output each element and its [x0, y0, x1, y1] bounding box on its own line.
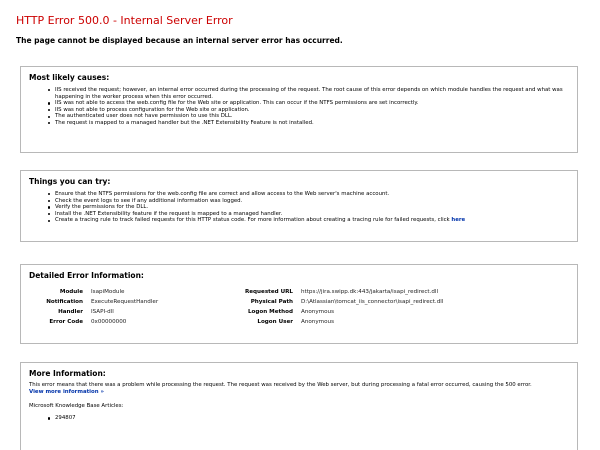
detail-value: D:\Atlassian\tomcat_iis_connector\isapi_redirect.dll [301, 299, 444, 305]
page-subtitle: The page cannot be displayed because an internal server error has occurred. [16, 36, 343, 45]
try-item: Check the event logs to see if any additional information was logged. [55, 198, 569, 205]
details-box [20, 264, 578, 344]
detail-value: IsapiModule [91, 289, 125, 295]
kb-articles-title: Microsoft Knowledge Base Articles: [29, 403, 124, 410]
cause-item: IIS was not able to process configuration for the Web site or application. [55, 107, 569, 114]
try-item-tracing [55, 217, 569, 224]
cause-item: IIS was not able to access the web.config file for the Web site or application. This can occur if the NTFS permissions are set incorrectly. [55, 100, 569, 107]
page-title: HTTP Error 500.0 - Internal Server Error [16, 14, 233, 27]
tracing-text: Create a tracing rule to track failed requests for this HTTP status code. For more information about creating a tracing rule for failed requests, click [55, 217, 452, 224]
detail-row-error-code [29, 317, 158, 327]
detail-row-logon-method [213, 307, 443, 317]
details-right-table [213, 287, 443, 327]
detail-key: Module [59, 289, 83, 295]
detail-row-module [29, 287, 158, 297]
detail-row-physical-path [213, 297, 443, 307]
detail-row-handler [29, 307, 158, 317]
try-item: Verify the permissions for the DLL. [55, 204, 569, 211]
detail-value: ISAPI-dll [91, 309, 114, 315]
try-item: Ensure that the NTFS permissions for the web.config file are correct and allow access to the Web server's machine account. [55, 191, 569, 198]
detail-key: Logon User [257, 319, 293, 325]
try-list [21, 191, 577, 224]
detail-key: Error Code [49, 319, 83, 325]
detail-value: Anonymous [301, 309, 334, 315]
detail-value: Anonymous [301, 319, 334, 325]
cause-item: The authenticated user does not have permission to use this DLL. [55, 113, 569, 120]
more-info-heading: More Information: [29, 369, 106, 378]
detail-key: Notification [46, 299, 83, 305]
details-left-table [29, 287, 158, 327]
detail-key: Logon Method [247, 309, 293, 315]
view-more-information-link[interactable]: View more information » [29, 388, 104, 395]
detail-value: 0x00000000 [91, 319, 127, 325]
detail-row-requested-url [213, 287, 443, 297]
more-info-description: This error means that there was a problem while processing the request. The request was received by the Web server, but during processing a fatal error occurred, causing the 500 error. [29, 382, 532, 388]
kb-article-item: 294807 [55, 415, 569, 422]
detail-key: Requested URL [244, 289, 293, 295]
detail-row-notification [29, 297, 158, 307]
detail-key: Handler [58, 309, 83, 315]
detail-key: Physical Path [250, 299, 293, 305]
detail-row-logon-user [213, 317, 443, 327]
detail-value: ExecuteRequestHandler [91, 299, 159, 305]
details-heading: Detailed Error Information: [29, 271, 144, 280]
try-heading: Things you can try: [29, 177, 111, 186]
detail-value: https://jira.swipp.dk:443/jakarta/isapi_redirect.dll [301, 289, 439, 295]
cause-item: The request is mapped to a managed handler but the .NET Extensibility Feature is not installed. [55, 120, 569, 127]
causes-list [21, 87, 577, 127]
more-info-box [20, 362, 578, 450]
try-item: Install the .NET Extensibility feature if the request is mapped to a managed handler. [55, 211, 569, 218]
here-link[interactable]: here [451, 217, 466, 224]
try-box [20, 170, 578, 242]
more-info-text [29, 382, 567, 395]
causes-box [20, 66, 578, 153]
cause-item: IIS received the request; however, an internal error occurred during the processing of the request. The root cause of this error depends on which module handles the request and what was happening in the worker process when this error occurred. [55, 87, 569, 100]
kb-articles-list [21, 415, 577, 422]
causes-heading: Most likely causes: [29, 73, 110, 82]
